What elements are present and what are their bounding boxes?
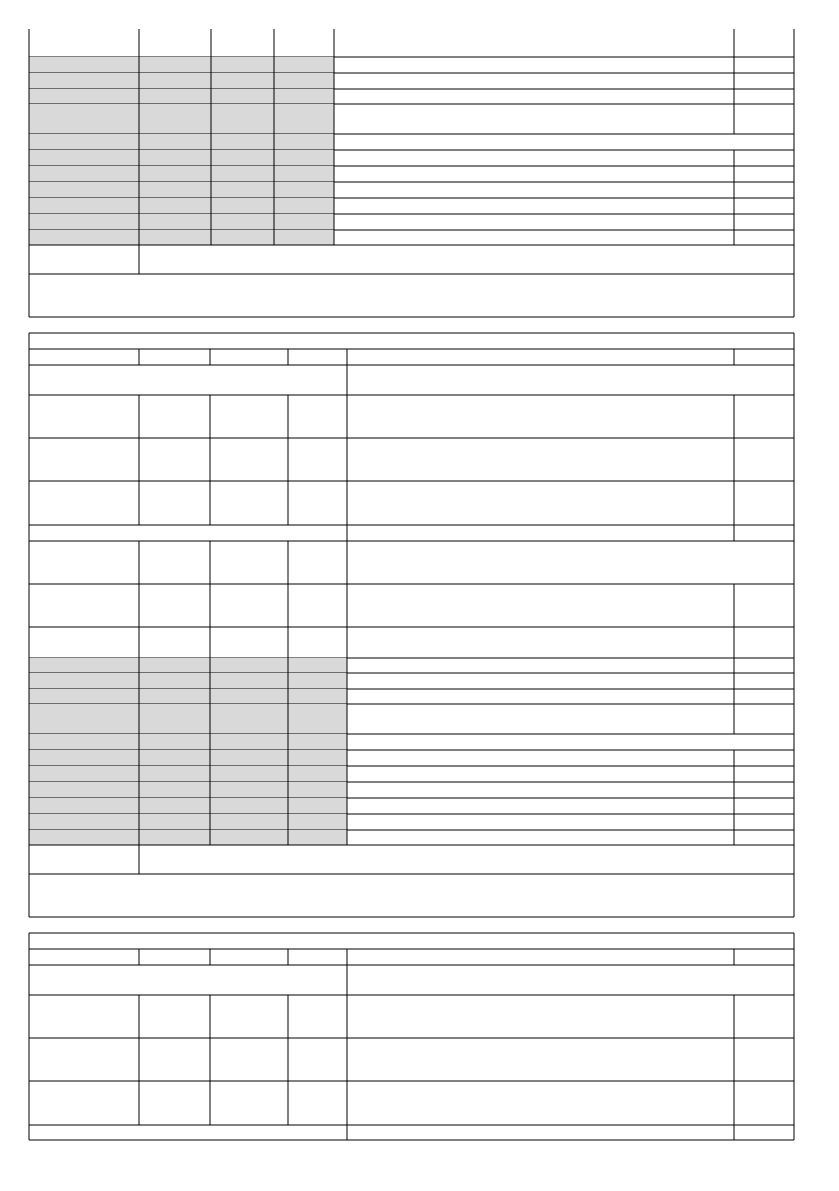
block-1-continued-row-3-shade — [29, 89, 334, 104]
block-2-row-20-shade — [29, 830, 347, 845]
block-2-row-11-shade — [29, 673, 347, 689]
block-1-continued-row-8-shade — [29, 182, 334, 198]
block-1-continued-row-2-shade — [29, 73, 334, 89]
block-1-continued-row-4-shade — [29, 104, 334, 134]
block-1-continued-row-11-shade — [29, 230, 334, 245]
block-1-continued-row-10-shade — [29, 214, 334, 230]
block-1-continued-row-9-shade — [29, 198, 334, 214]
block-2-row-18-shade — [29, 798, 347, 814]
block-2-row-19-shade — [29, 814, 347, 830]
block-1-continued-row-1-shade — [29, 57, 334, 73]
block-2-row-17-shade — [29, 782, 347, 798]
block-2-row-13-shade — [29, 704, 347, 734]
block-2-row-12-shade — [29, 689, 347, 704]
block-1-continued-row-7-shade — [29, 166, 334, 182]
block-2-row-16-shade — [29, 766, 347, 782]
block-1-continued-row-6-shade — [29, 150, 334, 166]
block-2-row-10-shade — [29, 658, 347, 673]
block-1-continued-row-5-shade — [29, 134, 334, 150]
block-2-row-15-shade — [29, 750, 347, 766]
block-2-row-14-shade — [29, 734, 347, 750]
